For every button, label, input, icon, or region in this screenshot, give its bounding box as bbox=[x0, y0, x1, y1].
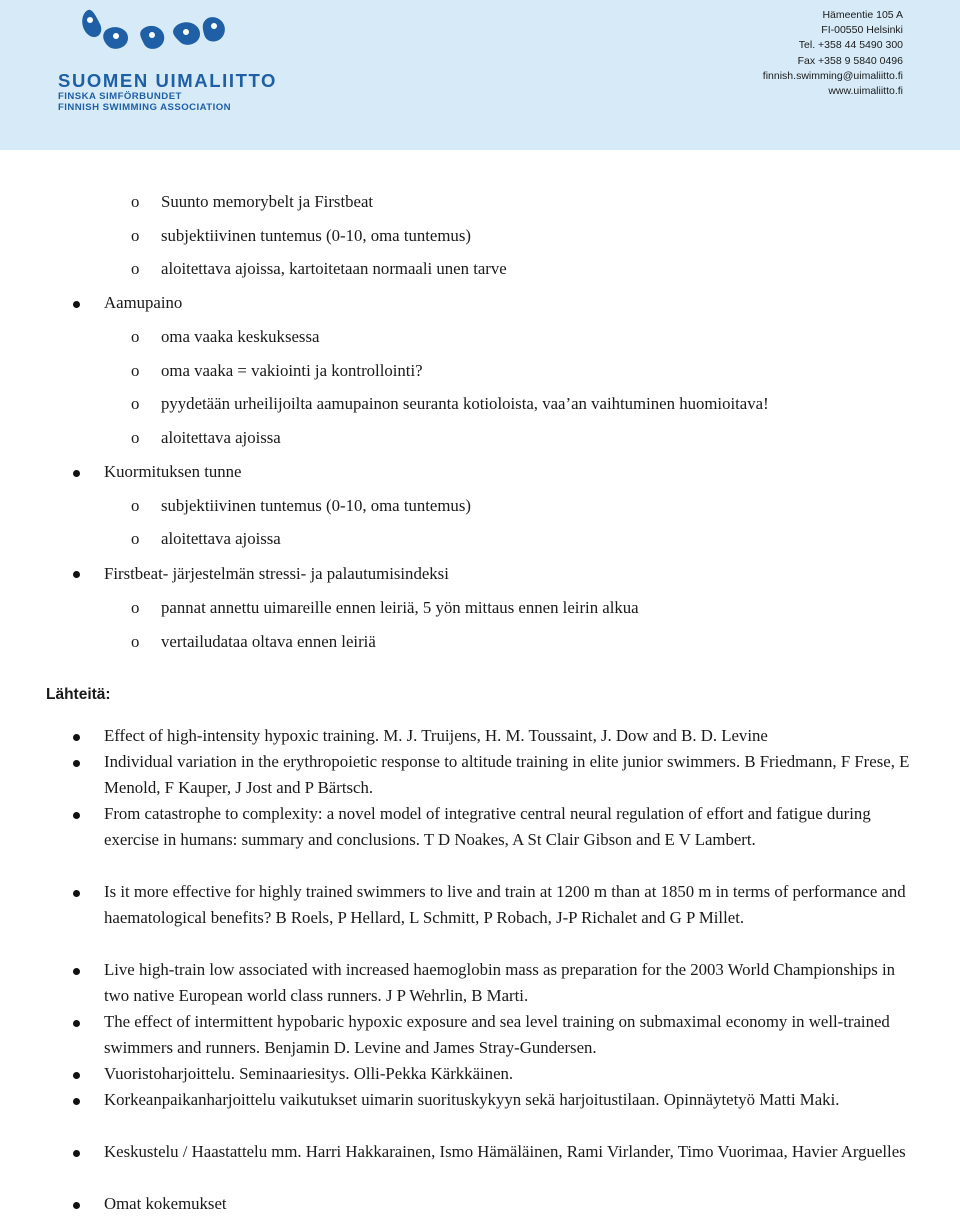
bullet-icon bbox=[73, 571, 80, 578]
contact-phone: Tel. +358 44 5490 300 bbox=[798, 39, 903, 52]
bullet-icon bbox=[73, 301, 80, 308]
circle-bullet-icon: o bbox=[131, 632, 140, 651]
circle-bullet-icon: o bbox=[131, 259, 140, 278]
circle-bullet-icon: o bbox=[131, 598, 140, 617]
contact-city: FI-00550 Helsinki bbox=[821, 24, 903, 37]
swimmers-logo-icon bbox=[58, 4, 278, 68]
list-item: aloitettava ajoissa bbox=[161, 529, 281, 548]
bullet-icon bbox=[73, 734, 80, 741]
circle-bullet-icon: o bbox=[131, 496, 140, 515]
reference-item: Is it more effective for highly trained swimmers to live and train at 1200 m than at 1850 m in terms of performance and haematological benefits? B Roels, P Hellard, L Schmitt, P Robach, J-P Richalet and G P Millet. bbox=[104, 882, 906, 927]
contact-info bbox=[763, 8, 903, 99]
circle-bullet-icon: o bbox=[131, 192, 140, 211]
reference-item: Live high-train low associated with increased haemoglobin mass as preparation for the 2003 World Championships in two native European world class runners. J P Wehrlin, B Marti. bbox=[104, 960, 896, 1005]
circle-bullet-icon: o bbox=[131, 394, 140, 413]
list-item: vertailudataa oltava ennen leiriä bbox=[161, 632, 376, 651]
contact-fax: Fax +358 9 5840 0496 bbox=[797, 54, 903, 67]
logo-subtitle-swedish: FINSKA SIMFÖRBUNDET bbox=[58, 91, 182, 102]
reference-item: Korkeanpaikanharjoittelu vaikutukset uimarin suorituskykyyn sekä harjoitustilaan. Opinnäytetyö Matti Maki. bbox=[104, 1090, 840, 1109]
reference-item: The effect of intermittent hypobaric hypoxic exposure and sea level training on submaximal economy in well-trained swimmers and runners. Benjamin D. Levine and James Stray-Gundersen. bbox=[104, 1012, 890, 1057]
list-item: oma vaaka = vakiointi ja kontrollointi? bbox=[161, 361, 423, 380]
list-item: Aamupaino bbox=[104, 293, 183, 312]
list-item: Firstbeat- järjestelmän stressi- ja palautumisindeksi bbox=[104, 564, 449, 583]
contact-website[interactable]: www.uimaliitto.fi bbox=[828, 85, 903, 98]
list-item: pyydetään urheilijoilta aamupainon seuranta kotioloista, vaa’an vaihtuminen huomioitava! bbox=[161, 394, 769, 413]
contact-address: Hämeentie 105 A bbox=[822, 9, 903, 21]
circle-bullet-icon: o bbox=[131, 529, 140, 548]
list-item: aloitettava ajoissa bbox=[161, 428, 281, 447]
reference-item: From catastrophe to complexity: a novel model of integrative central neural regulation of effort and fatigue during exercise in humans: summary and conclusions. T D Noakes, A St Clair Gibson and E V Lambert. bbox=[104, 804, 871, 849]
reference-item: Keskustelu / Haastattelu mm. Harri Hakkarainen, Ismo Hämäläinen, Rami Virlander, Timo Vuorimaa, Havier Arguelles bbox=[104, 1142, 906, 1161]
reference-item: Omat kokemukset bbox=[104, 1194, 227, 1213]
logo-subtitle-english: FINNISH SWIMMING ASSOCIATION bbox=[58, 102, 232, 113]
circle-bullet-icon: o bbox=[131, 327, 140, 346]
reference-item: Vuoristoharjoittelu. Seminaariesitys. Olli-Pekka Kärkkäinen. bbox=[104, 1064, 514, 1083]
list-item: aloitettava ajoissa, kartoitetaan normaali unen tarve bbox=[161, 259, 507, 278]
bullet-icon bbox=[73, 812, 80, 819]
circle-bullet-icon: o bbox=[131, 226, 140, 245]
list-item: oma vaaka keskuksessa bbox=[161, 327, 320, 346]
list-item: subjektiivinen tuntemus (0-10, oma tuntemus) bbox=[161, 496, 471, 515]
bullet-icon bbox=[73, 760, 80, 767]
bullet-icon bbox=[73, 1072, 80, 1079]
bullet-icon bbox=[73, 890, 80, 897]
bullet-icon bbox=[73, 1098, 80, 1105]
contact-email[interactable]: finnish.swimming@uimaliitto.fi bbox=[762, 69, 903, 82]
bullet-icon bbox=[73, 1202, 80, 1209]
list-item: Kuormituksen tunne bbox=[104, 462, 242, 481]
letterhead bbox=[0, 0, 960, 150]
list-item: subjektiivinen tuntemus (0-10, oma tuntemus) bbox=[161, 226, 471, 245]
bullet-icon bbox=[73, 1020, 80, 1027]
bullet-icon bbox=[73, 968, 80, 975]
bullet-icon bbox=[73, 1150, 80, 1157]
reference-item: Effect of high-intensity hypoxic training. M. J. Truijens, H. M. Toussaint, J. Dow and B. D. Levine bbox=[104, 726, 768, 745]
sources-heading: Lähteitä: bbox=[46, 686, 111, 703]
logo bbox=[58, 4, 278, 113]
list-item: Suunto memorybelt ja Firstbeat bbox=[161, 192, 374, 211]
circle-bullet-icon: o bbox=[131, 361, 140, 380]
list-item: pannat annettu uimareille ennen leiriä, 5 yön mittaus ennen leirin alkua bbox=[161, 598, 639, 617]
bullet-icon bbox=[73, 470, 80, 477]
logo-title: SUOMEN UIMALIITTO bbox=[58, 70, 278, 91]
reference-item: Individual variation in the erythropoietic response to altitude training in elite junior swimmers. B Friedmann, F Frese, E Menold, F Kauper, J Jost and P Bärtsch. bbox=[104, 752, 910, 797]
circle-bullet-icon: o bbox=[131, 428, 140, 447]
